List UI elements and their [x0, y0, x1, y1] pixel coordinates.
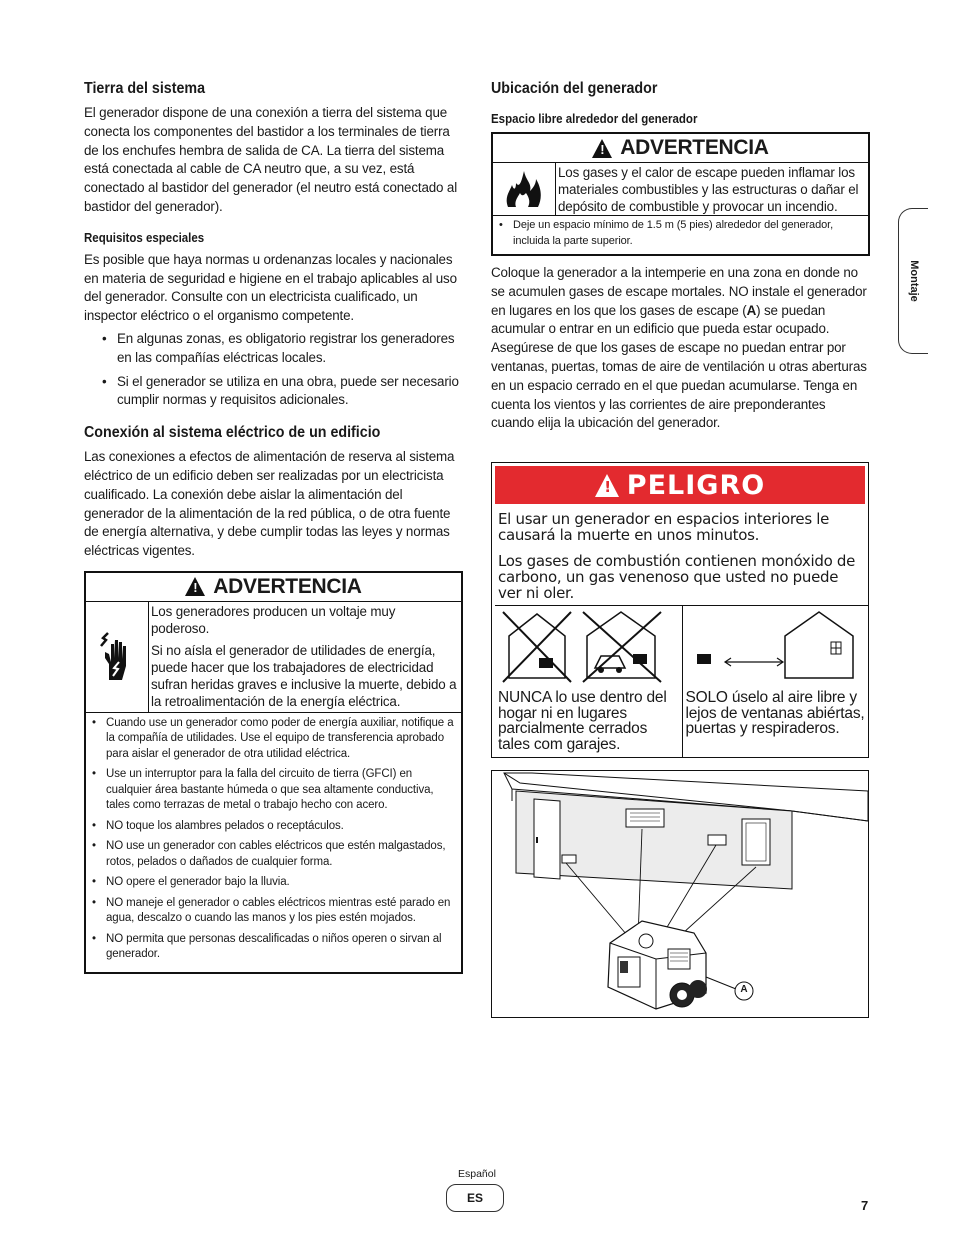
indoor-prohibited-icon	[495, 606, 679, 686]
never-caption: NUNCA lo use dentro del hogar ni en lugares parcialmente cerrados tales com garajes.	[498, 689, 667, 753]
warning-triangle-icon: !	[592, 139, 612, 158]
list-item: • NO use un generador con cables eléctricos que estén malgastados, rotos, pelados o dañados de cualquier forma.	[86, 839, 455, 870]
callout-a-label: A	[740, 984, 748, 995]
never-indoors-cell	[495, 606, 682, 757]
electric-warning-box	[84, 571, 463, 974]
conexion-heading: Conexión al sistema eléctrico de un edificio	[84, 424, 381, 442]
danger-text-1: El usar un generador en espacios interiores le causará la muerte en unos minutos.	[498, 510, 830, 544]
list-item: • Use un interruptor para la falla del circuito de tierra (GFCI) en cualquier área bastante húmeda o que sea altamente conductiva, tales como terrazas de metal o trabajo hecho con acero.	[86, 767, 455, 814]
danger-box	[491, 462, 869, 758]
generator-placement-illustration	[491, 770, 869, 1018]
fire-icon	[493, 163, 556, 215]
list-item: • Deje un espacio mínimo de 1.5 m (5 pies) alrededor del generador, incluida la parte superior.	[493, 217, 862, 249]
ubicacion-heading: Ubicación del generador	[491, 80, 658, 97]
warning-hazard-row	[493, 163, 868, 216]
list-item: • Si el generador se utiliza en una obra, puede ser necesario cumplir normas y requisitos adicionales.	[84, 373, 464, 411]
outdoors-only-cell	[682, 606, 869, 757]
right-column	[491, 80, 871, 433]
list-item: • NO permita que personas descalificadas o niños operen o sirvan al generador.	[86, 932, 455, 963]
outdoor-only-icon	[683, 606, 867, 686]
fire-warning-box	[491, 132, 870, 256]
section-tab	[898, 208, 928, 354]
danger-header	[495, 466, 865, 504]
warning-title: ADVERTENCIA	[620, 136, 769, 159]
page-number: 7	[861, 1198, 869, 1213]
only-caption: SOLO úselo al aire libre y lejos de ventanas abiértas, puertas y respiraderos.	[685, 689, 865, 737]
footer-language: Español	[458, 1168, 496, 1180]
warning-header	[86, 573, 461, 602]
danger-text-2: Los gases de combustión contienen monóxido de carbono, un gas venenoso que usted no puede ver ni oler.	[498, 552, 856, 602]
list-item: • NO toque los alambres pelados o receptáculos.	[86, 819, 455, 835]
list-item: • Cuando use un generador como poder de energía auxiliar, notifique a la compañía de utilidades. Use el equipo de transferencia aprobado para aislar el generador de otra utilidad eléctrica.	[86, 716, 455, 763]
requisitos-heading: Requisitos especiales	[84, 230, 205, 245]
danger-title: PELIGRO	[626, 469, 766, 501]
left-column	[84, 80, 464, 974]
espacio-heading: Espacio libre alrededor del generador	[491, 112, 698, 126]
list-item: • NO opere el generador bajo la lluvia.	[86, 875, 455, 891]
requisitos-body: Es posible que haya normas u ordenanzas locales y nacionales en materia de seguridad e higiene en el trabajo aplicables al uso del generador. Consulte con un electricista cualificado, un inspector eléctrico o el organismo competente.	[84, 251, 457, 324]
warning-text-1: Los generadores producen un voltaje muy poderoso.	[151, 603, 396, 636]
language-code: ES	[466, 1191, 483, 1205]
warning-header	[493, 134, 868, 163]
danger-triangle-icon: !	[595, 474, 619, 497]
language-badge	[446, 1184, 504, 1212]
list-item: • NO maneje el generador o cables eléctricos mientras esté parado en agua, descalzo o cuando las manos y los pies estén mojados.	[86, 896, 455, 927]
conexion-body: Las conexiones a efectos de alimentación de reserva al sistema eléctrico de un edificio deben ser realizadas por un electricista cualificado. La conexión debe aislar la alimentación del generador de la alimentación de la red pública, o de otra fuente de energía alternativa, y debe cumplir todas las leyes y normas eléctricas vigentes.	[84, 449, 455, 559]
ubicacion-body: Coloque la generador a la intemperie en una zona en donde no se acumulen gases de escape mortales. NO instale el generador en lugares en los que los gases de escape (A) se puedan acumular o entrar en un edificio que pueda estar ocupado. Asegúrese de que los gases de escape no puedan entrar por ventanas, puertas, tomas de aire de ventilación u otras aberturas en un espacio cerrado en el que puedan acumularse. Tenga en cuenta los vientos y las corrientes de aire preponderantes cuando elija la ubicación del generador.	[491, 265, 867, 431]
warning-bullets	[493, 216, 868, 249]
warning-title: ADVERTENCIA	[213, 574, 362, 598]
warning-text-2: Si no aísla el generador de utilidades de energía, puede hacer que los trabajadores de electricidad sufran heridas graves e inclusive la muerte, debido a la retroalimentación de la energía eléctrica.	[151, 642, 457, 709]
electric-shock-icon	[86, 602, 149, 712]
warning-hazard-row	[86, 602, 461, 713]
danger-pictograms	[495, 605, 868, 757]
list-item: • En algunas zonas, es obligatorio registrar los generadores en las compañías eléctricas locales.	[84, 330, 464, 368]
section-tab-label: Montaje	[907, 260, 920, 302]
warning-text: Los gases y el calor de escape pueden inflamar los materiales combustibles y las estructuras o dañar el depósito de combustible y provocar un incendio.	[558, 165, 859, 214]
warning-bullets	[86, 713, 461, 972]
warning-triangle-icon: !	[185, 577, 205, 596]
requisitos-list	[84, 330, 464, 410]
tierra-heading: Tierra del sistema	[84, 80, 206, 97]
tierra-body: El generador dispone de una conexión a tierra del sistema que conecta los componentes del bastidor a los terminales de tierra de los enchufes hembra de salida de CA. La tierra del sistema está conectada al cable de CA neutro que, a su vez, está conectado al bastidor del generador (el neutro está conectado al bastidor del generador).	[84, 105, 458, 214]
